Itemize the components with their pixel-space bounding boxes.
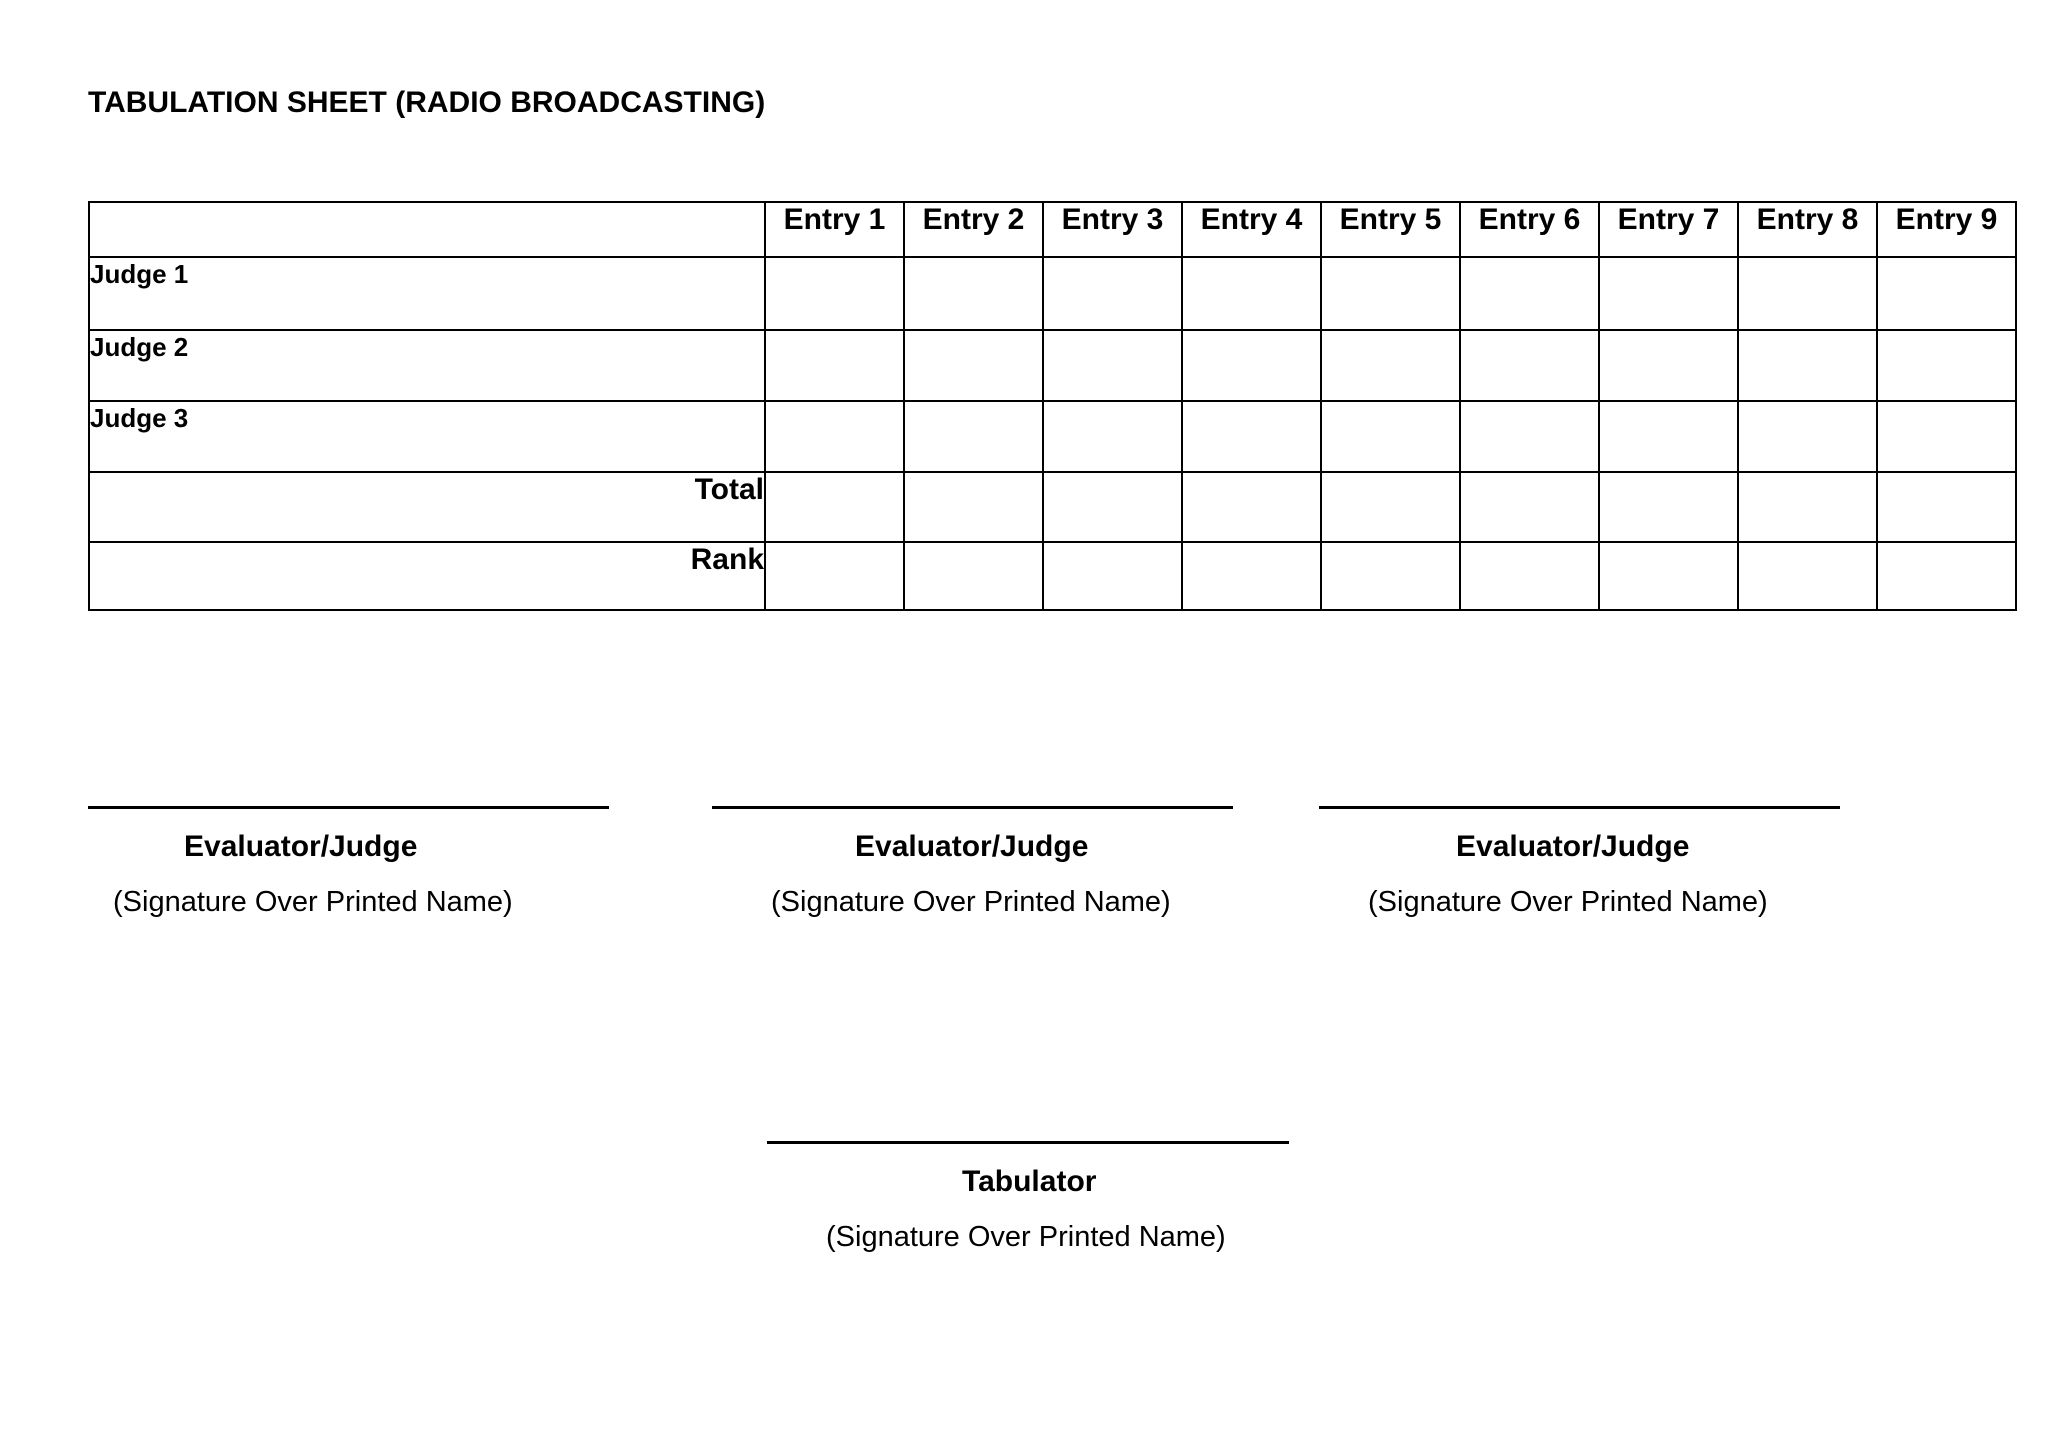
score-cell	[1738, 257, 1877, 330]
score-cell	[1877, 401, 2016, 472]
score-cell	[1877, 257, 2016, 330]
entry-header: Entry 2	[904, 202, 1043, 257]
table-header-row	[89, 202, 2016, 257]
score-cell	[1182, 401, 1321, 472]
score-cell	[1460, 330, 1599, 401]
evaluator-signature-block-2	[712, 806, 1233, 926]
score-cell	[1043, 330, 1182, 401]
score-cell	[1599, 257, 1738, 330]
judge-label: Judge 2	[89, 330, 765, 401]
score-cell	[1321, 401, 1460, 472]
rank-cell	[1599, 542, 1738, 610]
score-cell	[765, 257, 904, 330]
rank-cell	[1877, 542, 2016, 610]
tabulator-signature-block	[767, 1141, 1289, 1261]
total-cell	[1321, 472, 1460, 542]
rank-cell	[1321, 542, 1460, 610]
score-cell	[1599, 401, 1738, 472]
signature-note: (Signature Over Printed Name)	[1368, 886, 1768, 918]
signature-line	[767, 1141, 1289, 1144]
signature-role: Evaluator/Judge	[1456, 830, 1690, 863]
signature-role: Tabulator	[962, 1165, 1097, 1198]
score-cell	[1877, 330, 2016, 401]
total-cell	[765, 472, 904, 542]
signature-note: (Signature Over Printed Name)	[771, 886, 1171, 918]
score-cell	[1321, 257, 1460, 330]
signature-line	[88, 806, 609, 809]
score-cell	[1321, 330, 1460, 401]
total-cell	[1599, 472, 1738, 542]
signature-role: Evaluator/Judge	[184, 830, 418, 863]
total-label: Total	[89, 472, 765, 542]
entry-header: Entry 4	[1182, 202, 1321, 257]
rank-cell	[765, 542, 904, 610]
score-cell	[765, 401, 904, 472]
entry-header: Entry 5	[1321, 202, 1460, 257]
score-cell	[1043, 401, 1182, 472]
score-cell	[1738, 330, 1877, 401]
entry-header: Entry 6	[1460, 202, 1599, 257]
signature-note: (Signature Over Printed Name)	[113, 886, 513, 918]
entry-header: Entry 3	[1043, 202, 1182, 257]
judge-label: Judge 3	[89, 401, 765, 472]
score-cell	[765, 330, 904, 401]
entry-header: Entry 8	[1738, 202, 1877, 257]
score-cell	[1460, 401, 1599, 472]
signature-line	[712, 806, 1233, 809]
judge-label: Judge 1	[89, 257, 765, 330]
rank-cell	[1043, 542, 1182, 610]
total-cell	[1877, 472, 2016, 542]
score-cell	[1043, 257, 1182, 330]
score-cell	[904, 257, 1043, 330]
score-cell	[1182, 257, 1321, 330]
total-cell	[1460, 472, 1599, 542]
rank-cell	[904, 542, 1043, 610]
total-cell	[1182, 472, 1321, 542]
table-row-total	[89, 472, 2016, 542]
score-cell	[1460, 257, 1599, 330]
page-title: TABULATION SHEET (RADIO BROADCASTING)	[88, 86, 766, 119]
rank-cell	[1182, 542, 1321, 610]
rank-label: Rank	[89, 542, 765, 610]
rank-cell	[1738, 542, 1877, 610]
evaluator-signature-block-1	[88, 806, 609, 926]
total-cell	[1043, 472, 1182, 542]
entry-header: Entry 7	[1599, 202, 1738, 257]
header-blank-cell	[89, 202, 765, 257]
total-cell	[1738, 472, 1877, 542]
table-row-judge-2	[89, 330, 2016, 401]
score-cell	[904, 401, 1043, 472]
total-cell	[904, 472, 1043, 542]
score-cell	[1738, 401, 1877, 472]
signature-role: Evaluator/Judge	[855, 830, 1089, 863]
entry-header: Entry 1	[765, 202, 904, 257]
table-row-judge-3	[89, 401, 2016, 472]
table-row-judge-1	[89, 257, 2016, 330]
signature-line	[1319, 806, 1840, 809]
rank-cell	[1460, 542, 1599, 610]
evaluator-signature-block-3	[1319, 806, 1840, 926]
score-cell	[1182, 330, 1321, 401]
score-cell	[904, 330, 1043, 401]
table-row-rank	[89, 542, 2016, 610]
signature-note: (Signature Over Printed Name)	[826, 1221, 1226, 1253]
entry-header: Entry 9	[1877, 202, 2016, 257]
tabulation-table	[88, 201, 2017, 611]
score-cell	[1599, 330, 1738, 401]
